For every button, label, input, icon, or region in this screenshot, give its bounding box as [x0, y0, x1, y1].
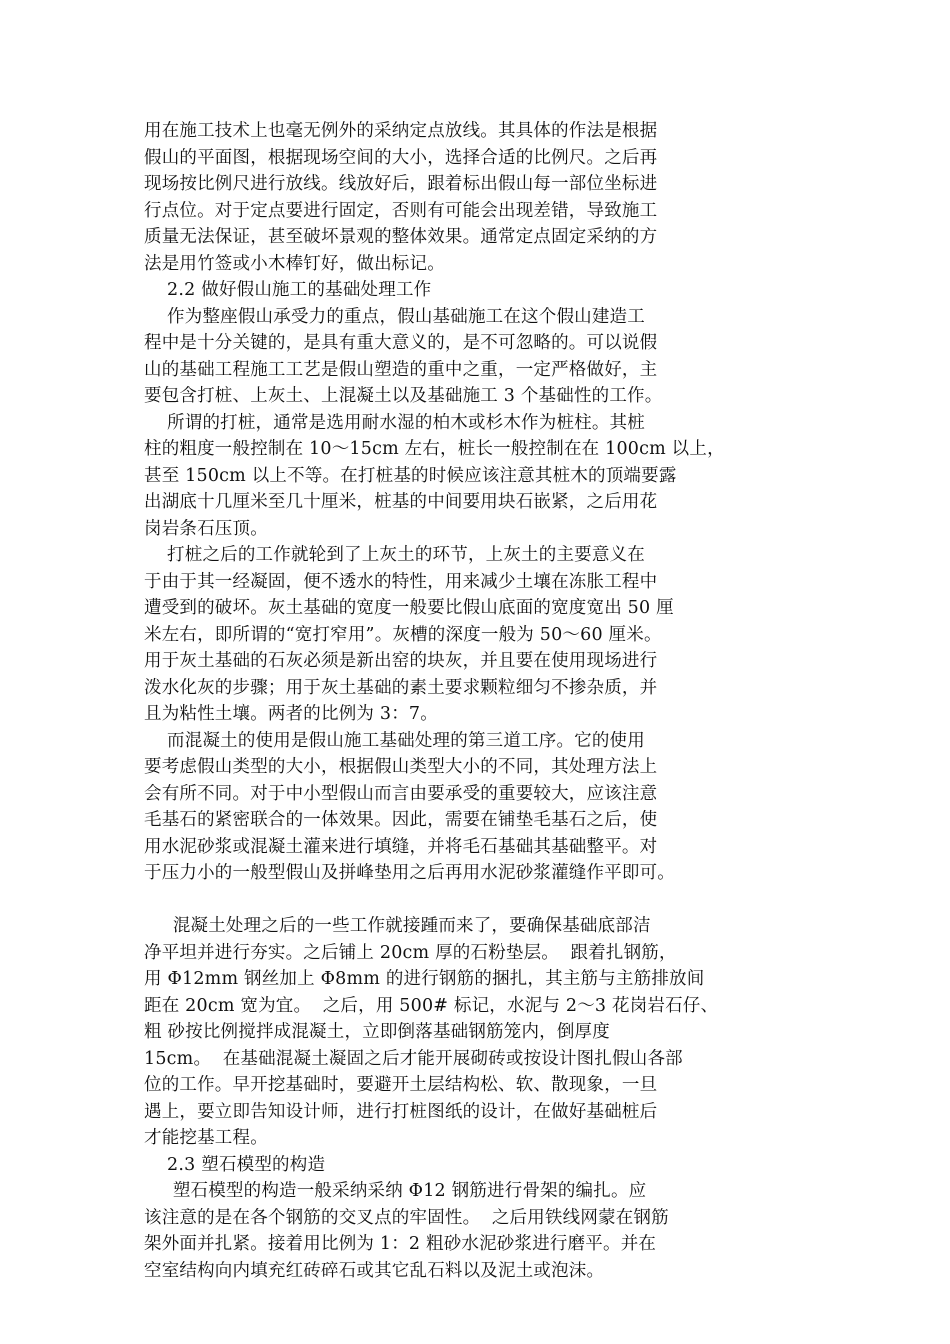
text-line: 甚至 150cm 以上不等。在打桩基的时候应该注意其桩木的顶端要露: [144, 466, 677, 486]
text-line: 于由于其一经凝固，便不透水的特性，用来减少土壤在冻胀工程中: [144, 572, 658, 592]
text-line: 用于灰土基础的石灰必须是新出窑的块灰，并且要在使用现场进行: [144, 651, 658, 671]
text-line: 粗 砂按比例搅拌成混凝土，立即倒落基础钢筋笼内，倒厚度: [144, 1022, 610, 1042]
text-line: 山的基础工程施工工艺是假山塑造的重中之重，一定严格做好，主: [144, 360, 658, 380]
text-line: 打桩之后的工作就轮到了上灰土的环节，上灰土的主要意义在: [144, 545, 645, 565]
text-line: 毛基石的紧密联合的一体效果。因此，需要在铺垫毛基石之后，使: [144, 810, 658, 830]
section-heading: 2.2 做好假山施工的基础处理工作: [144, 280, 432, 300]
text-line: 程中是十分关键的，是具有重大意义的，是不可忽略的。可以说假: [144, 333, 658, 353]
text-line: 所谓的打桩，通常是选用耐水湿的柏木或杉木作为桩柱。其桩: [144, 413, 645, 433]
text-line: 作为整座假山承受力的重点，假山基础施工在这个假山建造工: [144, 307, 645, 327]
text-line: 距在 20cm 宽为宜。 之后，用 500# 标记，水泥与 2～3 花岗岩石仔、: [144, 996, 719, 1016]
section-heading: 2.3 塑石模型的构造: [144, 1155, 326, 1175]
text-line: 柱的粗度一般控制在 10～15cm 左右，桩长一般控制在在 100cm 以上，: [144, 439, 725, 459]
text-line: 质量无法保证，甚至破坏景观的整体效果。通常定点固定采纳的方: [144, 227, 658, 247]
text-line: 遭受到的破坏。灰土基础的宽度一般要比假山底面的宽度宽出 50 厘: [144, 598, 674, 618]
text-line: 架外面并扎紧。接着用比例为 1：2 粗砂水泥砂浆进行磨平。并在: [144, 1234, 657, 1254]
text-line: 用在施工技术上也毫无例外的采纳定点放线。其具体的作法是根据: [144, 121, 658, 141]
text-line: 于压力小的一般型假山及拼峰垫用之后再用水泥砂浆灌缝作平即可。: [144, 863, 675, 883]
text-line: 用水泥砂浆或混凝土灌来进行填缝，并将毛石基础其基础整平。对: [144, 837, 658, 857]
text-line: 要包含打桩、上灰土、上混凝土以及基础施工 3 个基础性的工作。: [144, 386, 663, 406]
text-line: 米左右，即所谓的“宽打窄用”。灰槽的深度一般为 50～60 厘米。: [144, 625, 662, 645]
text-line: 且为粘性土壤。两者的比例为 3：7。: [144, 704, 438, 724]
text-line: 位的工作。早开挖基础时，要避开土层结构松、软、散现象，一旦: [144, 1075, 658, 1095]
text-line: 15cm。 在基础混凝土凝固之后才能开展砌砖或按设计图扎假山各部: [144, 1049, 683, 1069]
text-line: 行点位。对于定点要进行固定，否则有可能会出现差错，导致施工: [144, 201, 658, 221]
text-line: 塑石模型的构造一般采纳采纳 Φ12 钢筋进行骨架的编扎。应: [144, 1181, 647, 1201]
text-line: 才能挖基工程。: [144, 1128, 268, 1148]
text-line: 空室结构向内填充红砖碎石或其它乱石料以及泥土或泡沫。: [144, 1261, 605, 1281]
text-line: 而混凝土的使用是假山施工基础处理的第三道工序。它的使用: [144, 731, 645, 751]
text-line: 现场按比例尺进行放线。线放好后，跟着标出假山每一部位坐标进: [144, 174, 658, 194]
text-line: 岗岩条石压顶。: [144, 519, 268, 539]
text-line: 混凝土处理之后的一些工作就接踵而来了，要确保基础底部洁: [144, 916, 651, 936]
text-line: 泼水化灰的步骤；用于灰土基础的素土要求颗粒细匀不掺杂质，并: [144, 678, 658, 698]
text-line: 净平坦并进行夯实。之后铺上 20cm 厚的石粉垫层。 跟着扎钢筋，: [144, 943, 677, 963]
text-line: 要考虑假山类型的大小，根据假山类型大小的不同，其处理方法上: [144, 757, 658, 777]
text-line: 用 Φ12mm 钢丝加上 Φ8mm 的进行钢筋的捆扎，其主筋与主筋排放间: [144, 969, 705, 989]
text-line: 遇上，要立即告知设计师，进行打桩图纸的设计，在做好基础桩后: [144, 1102, 658, 1122]
text-line: 该注意的是在各个钢筋的交叉点的牢固性。 之后用铁线网蒙在钢筋: [144, 1208, 669, 1228]
text-line: 法是用竹签或小木棒钉好，做出标记。: [144, 254, 445, 274]
text-line: 会有所不同。对于中小型假山而言由要承受的重要较大，应该注意: [144, 784, 658, 804]
text-line: 出湖底十几厘米至几十厘米，桩基的中间要用块石嵌紧，之后用花: [144, 492, 658, 512]
text-line: 假山的平面图，根据现场空间的大小，选择合适的比例尺。之后再: [144, 148, 658, 168]
